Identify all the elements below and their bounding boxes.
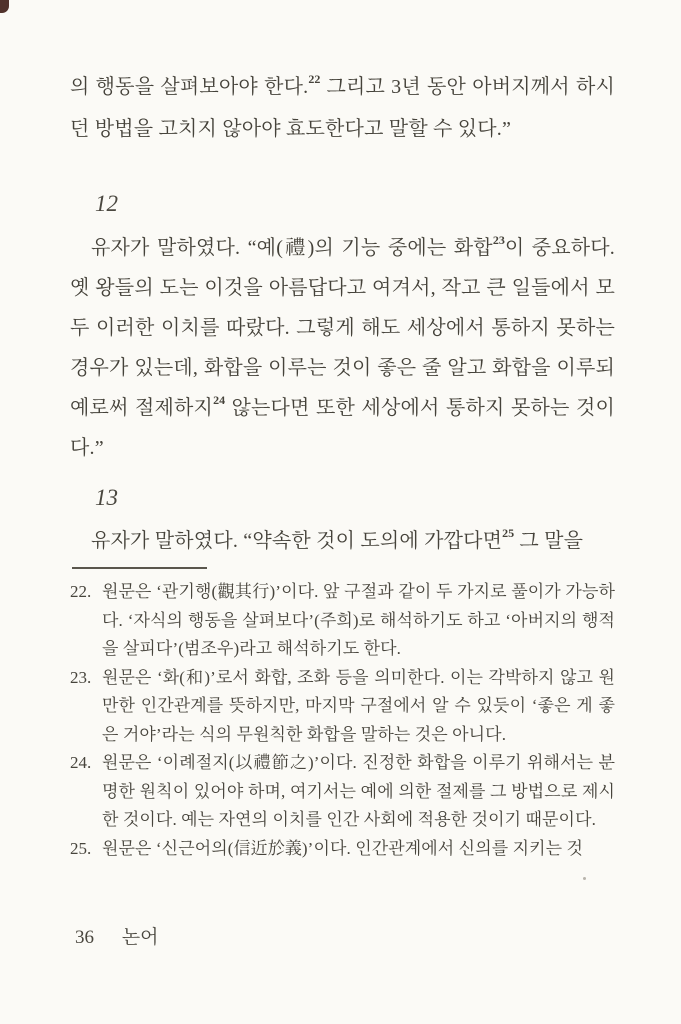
text-run: 유자가 말하였다. “예(禮)의 기능 중에는 화합 xyxy=(91,237,493,259)
footnote-separator-rule xyxy=(72,567,207,569)
footnotes-block xyxy=(70,567,615,863)
footnote-number: 25. xyxy=(70,838,92,858)
scan-speck xyxy=(583,877,586,880)
book-title: 논어 xyxy=(121,927,159,948)
footnote-ref-25: 25 xyxy=(502,526,515,541)
text-run: 그리고 3년 동안 아버지께서 하시던 방법을 고치지 않아야 효도한다고 말할 수 있다.” xyxy=(70,76,615,140)
text-run: 이 중요하다. 옛 왕들의 도는 이것을 아름답다고 여겨서, 작고 큰 일들에서 모두 이러한 이치를 따랐다. 그렇게 해도 세상에서 통하지 못하는 경우가 있는데, 화합을 이루는 것이 좋은 줄 알고 화합을 이루되 예로써 절제하지 xyxy=(70,237,615,419)
scan-corner-artifact xyxy=(0,0,9,13)
footnote-number: 22. xyxy=(70,582,92,601)
text-run: 그 말을 xyxy=(514,530,584,552)
footnote-24 xyxy=(70,749,615,835)
footnote-number: 23. xyxy=(70,667,92,687)
text-run: 않는다면 또한 세상에서 통하지 못하는 것이다.” xyxy=(70,397,616,459)
section-number-13: 13 xyxy=(95,485,118,510)
footnote-ref-24: 24 xyxy=(213,393,226,408)
footnote-number: 24. xyxy=(70,753,92,772)
text-run: 의 행동을 살펴보아야 한다. xyxy=(70,76,309,98)
footnote-25 xyxy=(70,835,615,864)
page-number: 36 xyxy=(75,927,94,948)
section-12-paragraph xyxy=(70,228,615,468)
footnote-text: 원문은 ‘관기행(觀其行)’이다. 앞 구절과 같이 두 가지로 풀이가 가능하다. ‘자식의 행동을 살펴보다’(주희)로 해석하기도 하고 ‘아버지의 행적을 살피다’(범조우)라고 해석하기도 한다. xyxy=(102,582,615,658)
section-number-12: 12 xyxy=(95,191,118,216)
page-footer xyxy=(75,924,158,952)
text-run: 유자가 말하였다. “약속한 것이 도의에 가깝다면 xyxy=(91,530,503,552)
section-13-paragraph xyxy=(70,520,615,562)
footnote-22 xyxy=(70,578,615,664)
paragraph-continuation xyxy=(70,66,615,150)
footnote-ref-22: 22 xyxy=(308,72,321,87)
footnote-text: 원문은 ‘신근어의(信近於義)’이다. 인간관계에서 신의를 지키는 것 xyxy=(102,838,584,858)
footnote-text: 원문은 ‘화(和)’로서 화합, 조화 등을 의미한다. 이는 각박하지 않고 원만한 인간관계를 뜻하지만, 마지막 구절에서 알 수 있듯이 ‘좋은 게 좋은 거야’라는 식의 무원칙한 화합을 말하는 것은 아니다. xyxy=(102,667,615,744)
footnote-ref-23: 23 xyxy=(492,233,505,248)
footnote-text: 원문은 ‘이례절지(以禮節之)’이다. 진정한 화합을 이루기 위해서는 분명한 원칙이 있어야 하며, 여기서는 예에 의한 절제를 그 방법으로 제시한 것이다. 예는 자연의 이치를 인간 사회에 적용한 것이기 때문이다. xyxy=(102,753,615,829)
footnote-23 xyxy=(70,664,615,750)
